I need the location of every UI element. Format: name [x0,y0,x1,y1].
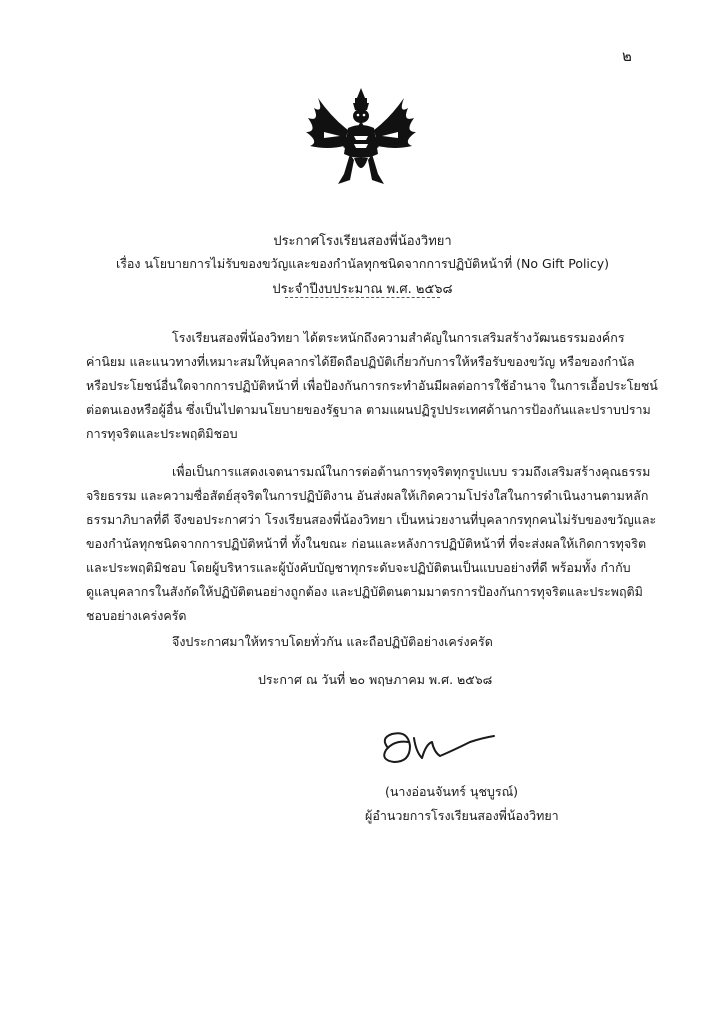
garuda-emblem [304,88,418,188]
paragraph-line: จริยธรรม และความซื่อสัตย์สุจริตในการปฏิบัติงาน อันส่งผลให้เกิดความโปร่งใสในการดำเนินงานตามหลัก [86,488,649,503]
paragraph-line: การทุจริตและประพฤติมิชอบ [86,426,238,441]
announcement-title: ประกาศโรงเรียนสองพี่น้องวิทยา [273,234,452,249]
paragraph-line: ดูแลบุคลากรในสังกัดให้ปฏิบัติตนอย่างถูกต้อง และปฏิบัติตนตามมาตรการป้องกันการทุจริตและประพฤติมิ [86,584,643,599]
paragraph-line: โรงเรียนสองพี่น้องวิทยา ได้ตระหนักถึงความสำคัญในการเสริมสร้างวัฒนธรรมองค์กร [172,330,625,345]
title-divider [285,297,440,298]
paragraph-line: ชอบอย่างเคร่งครัด [86,608,187,623]
handwritten-signature [374,728,502,768]
paragraph-line: ธรรมาภิบาลที่ดี จึงขอประกาศว่า โรงเรียนสองพี่น้องวิทยา เป็นหน่วยงานที่บุคลากรทุกคนไม่รับของขวัญและ [86,512,657,527]
paragraph-line: และประพฤติมิชอบ โดยผู้บริหารและผู้บังคับบัญชาทุกระดับจะปฏิบัติตนเป็นแบบอย่างที่ดี พร้อมทั้ง กำกับ [86,560,631,575]
signer-position: ผู้อำนวยการโรงเรียนสองพี่น้องวิทยา [365,808,559,823]
announcement-date: ประกาศ ณ วันที่ ๒๐ พฤษภาคม พ.ศ. ๒๕๖๘ [258,672,493,687]
announcement-subject: เรื่อง นโยบายการไม่รับของขวัญและของกำนัลทุกชนิดจากการปฏิบัติหน้าที่ (No Gift Policy) [115,256,610,271]
paragraph-line: ต่อตนเองหรือผู้อื่น ซึ่งเป็นไปตามนโยบายของรัฐบาล ตามแผนปฏิรูปประเทศด้านการป้องกันและปราบปราม [86,402,651,417]
paragraph-line: ค่านิยม และแนวทางที่เหมาะสมให้บุคลากรได้ยึดถือปฏิบัติเกี่ยวกับการให้หรือรับของขวัญ หรือของกำนัล [86,354,635,369]
paragraph-line: หรือประโยชน์อื่นใดจากการปฏิบัติหน้าที่ เพื่อป้องกันการกระทำอันมีผลต่อการใช้อำนาจ ในการเอื้อประโยชน์ [86,378,658,393]
paragraph-line: เพื่อเป็นการแสดงเจตนารมณ์ในการต่อต้านการทุจริตทุกรูปแบบ รวมถึงเสริมสร้างคุณธรรม [172,464,651,479]
page-number: ๒ [622,47,632,65]
paragraph-line: ของกำนัลทุกชนิดจากการปฏิบัติหน้าที่ ทั้งในขณะ ก่อนและหลังการปฏิบัติหน้าที่ ที่จะส่งผลให้เกิดการทุจริต [86,536,647,551]
closing-statement: จึงประกาศมาให้ทราบโดยทั่วกัน และถือปฏิบัติอย่างเคร่งครัด [172,634,493,649]
fiscal-year: ประจำปีงบประมาณ พ.ศ. ๒๕๖๘ [272,282,453,297]
signer-name: (นางอ่อนจันทร์ นุชบูรณ์) [385,784,519,799]
